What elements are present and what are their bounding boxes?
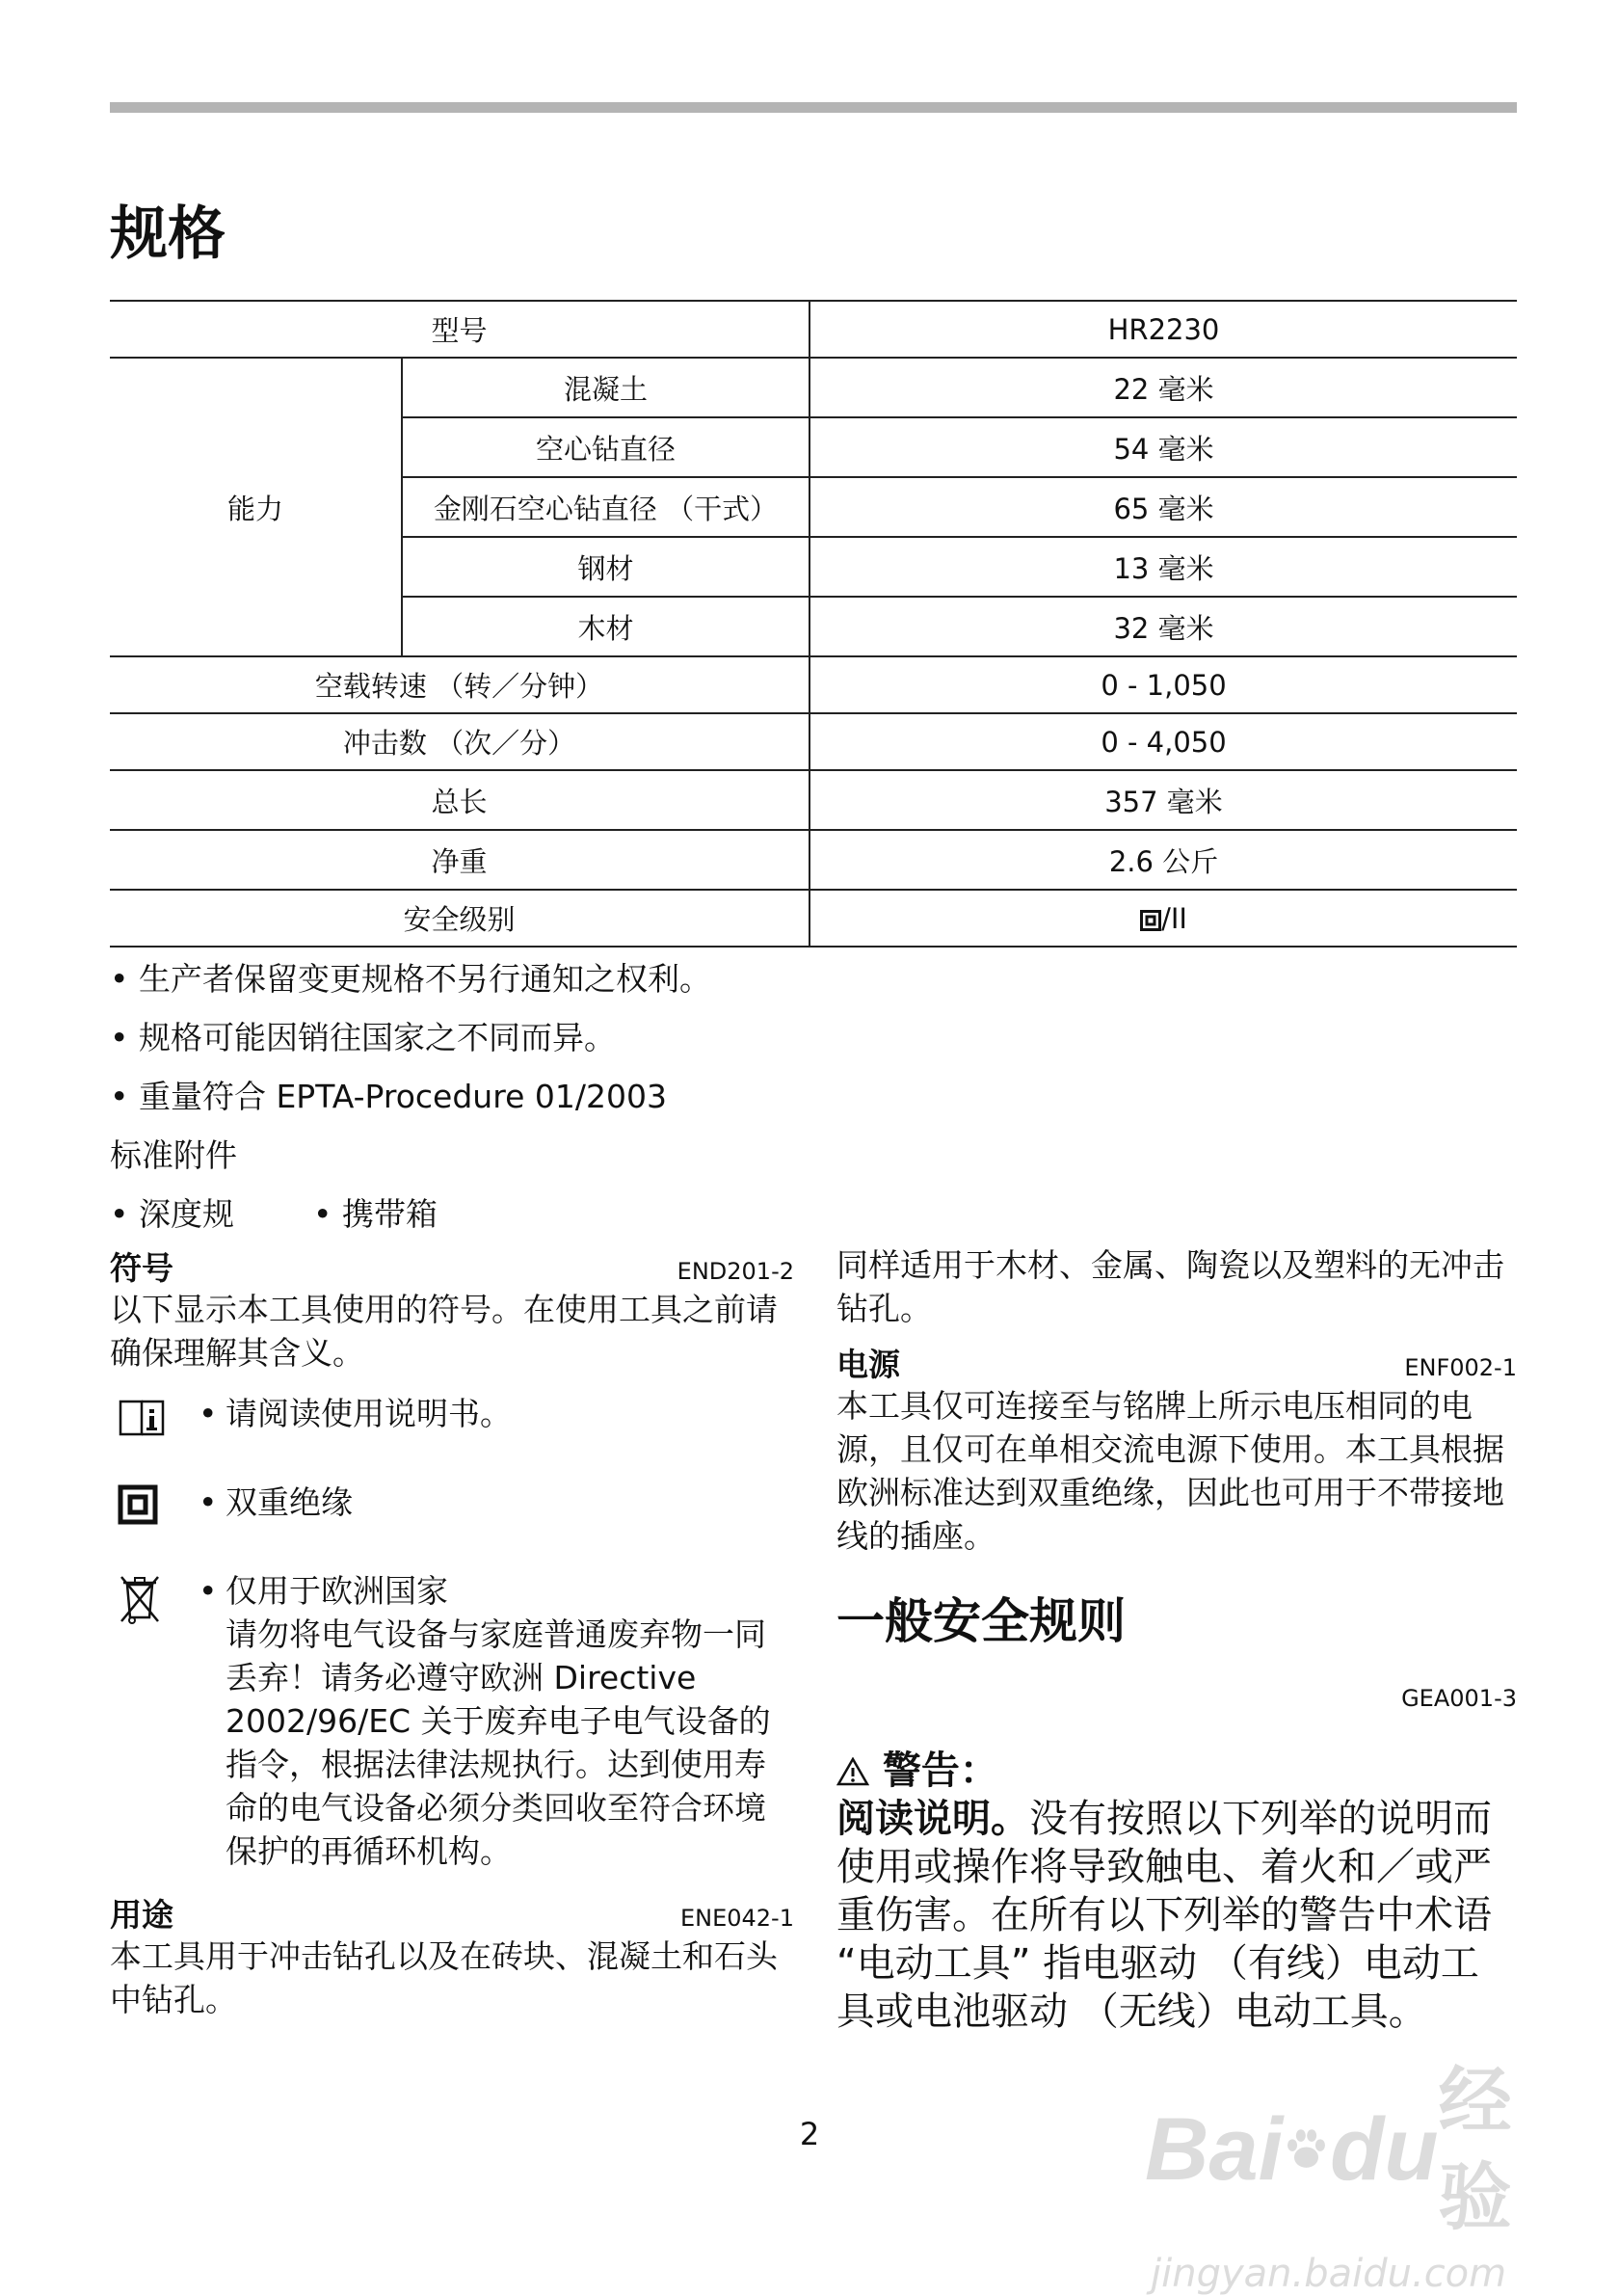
capacity-item-value: 22 毫米 [810,358,1517,417]
symbol-item: • 仅用于欧洲国家 请勿将电气设备与家庭普通废弃物一同丢弃！请务必遵守欧洲 Directive 2002/96/EC 关于废弃电子电气设备的指令，根据法律法规执行。达到使用寿命的电气设备必须分类回收至符合环境保护的再循环机构。 [110,1569,794,1873]
table-row [110,890,1517,947]
table-row [110,830,1517,890]
table-row [110,656,1517,713]
page-number: 2 [799,2116,820,2152]
double-insulation-icon [118,1484,158,1525]
capacity-label: 能力 [110,358,402,656]
list-item: • 深度规 [110,1195,234,1233]
spec-row-value: 0 - 4,050 [810,713,1517,770]
spec-row-label: 冲击数 （次／分） [110,713,810,770]
symbol-text: 仅用于欧洲国家 请勿将电气设备与家庭普通废弃物一同丢弃！请务必遵守欧洲 Directive 2002/96/EC 关于废弃电子电气设备的指令，根据法律法规执行。达到使用寿命的电气设备必须分类回收至符合环境保护的再循环机构。 [226,1572,771,1870]
warning-body: 没有按照以下列举的说明而使用或操作将导致触电、着火和／或严重伤害。在所有以下列举的警告中术语 “电动工具” 指电驱动 （有线）电动工具或电池驱动 （无线）电动工具。 [836,1797,1492,2034]
spec-row-value: 0 - 1,050 [810,656,1517,713]
spec-row-value: 2.6 公斤 [810,830,1517,890]
read-manual-icon [118,1396,166,1436]
spec-row-label: 空载转速 （转／分钟） [110,656,810,713]
symbols-intro: 以下显示本工具使用的符号。在使用工具之前请确保理解其含义。 [110,1291,778,1372]
general-safety-code: GEA001-3 [1401,1685,1517,1712]
spec-notes [110,949,842,1243]
capacity-item-label: 木材 [402,597,810,656]
symbol-item: • 请阅读使用说明书。 [110,1392,794,1436]
note-text: 规格可能因销往国家之不同而异。 [138,1019,616,1056]
capacity-item-label: 金刚石空心钻直径 （干式） [402,477,810,537]
watermark-url: jingyan.baidu.com [1151,2252,1507,2296]
list-item: • 生产者保留变更规格不另行通知之权利。 [110,960,711,998]
capacity-item-value: 65 毫米 [810,477,1517,537]
warning-block [836,1747,1517,2036]
watermark-brand-part: du [1330,2100,1439,2199]
right-column [836,1243,1517,2036]
spec-row-label: 总长 [110,770,810,830]
warning-triangle-icon [836,1757,869,1786]
capacity-item-label: 钢材 [402,537,810,597]
accessory-text: 深度规 [138,1195,234,1233]
table-row [110,713,1517,770]
warning-heading [836,1747,1517,1795]
capacity-item-label: 空心钻直径 [402,417,810,477]
symbols-code: END201-2 [677,1258,794,1285]
left-column [110,1243,794,2021]
spec-row-label: 净重 [110,830,810,890]
top-rule [110,102,1517,113]
model-value: HR2230 [810,301,1517,358]
usage-code: ENE042-1 [679,1905,794,1932]
usage-heading: 用途 [110,1896,173,1934]
spec-row-label: 安全级别 [110,890,810,947]
capacity-item-value: 13 毫米 [810,537,1517,597]
weee-crossed-bin-icon [118,1573,162,1627]
capacity-item-value: 32 毫米 [810,597,1517,656]
symbol-text: 双重绝缘 [226,1483,353,1521]
watermark [1145,2053,1530,2296]
list-item: • 重量符合 EPTA-Procedure 01/2003 [110,1078,667,1115]
usage-continued: 同样适用于木材、金属、陶瓷以及塑料的无冲击钻孔。 [836,1246,1504,1327]
watermark-brand-part: Bai [1145,2100,1284,2199]
safety-class-value [810,890,1517,947]
warning-label: 警告： [882,1749,998,1793]
table-row [110,770,1517,830]
double-insulation-icon [1140,910,1161,931]
model-label: 型号 [110,301,810,358]
accessories-heading: 标准附件 [110,1136,237,1174]
watermark-brand-part: 经验 [1438,2058,1512,2240]
warning-lead: 阅读说明。 [836,1797,1029,1841]
watermark-brand [1145,2053,1530,2246]
power-code: ENF002-1 [1404,1354,1517,1381]
page-title: 规格 [110,200,226,268]
list-item: • 规格可能因销往国家之不同而异。 [110,1019,616,1056]
accessory-text: 携带箱 [341,1195,438,1233]
section-header [110,1243,794,1288]
usage-text: 本工具用于冲击钻孔以及在砖块、混凝土和石头中钻孔。 [110,1937,778,2018]
note-text: 重量符合 EPTA-Procedure 01/2003 [138,1078,667,1115]
note-text: 生产者保留变更规格不另行通知之权利。 [138,960,711,998]
symbol-text: 请阅读使用说明书。 [226,1395,512,1432]
general-safety-title: 一般安全规则 [836,1593,1126,1649]
section-header [836,1340,1517,1384]
power-heading: 电源 [836,1346,900,1383]
safety-class-text: /II [1161,901,1187,935]
accessories-list [110,1185,842,1243]
spec-row-value: 357 毫米 [810,770,1517,830]
section-header [110,1890,794,1935]
table-row [110,301,1517,358]
list-item: • 携带箱 [312,1195,438,1233]
power-text: 本工具仅可连接至与铭牌上所示电压相同的电源，且仅可在单相交流电源下使用。本工具根据欧洲标准达到双重绝缘，因此也可用于不带接地线的插座。 [836,1387,1504,1555]
spec-table [110,300,1517,948]
capacity-item-label: 混凝土 [402,358,810,417]
paw-icon [1283,2112,1330,2187]
table-row [110,358,1517,417]
symbol-item: • 双重绝缘 [110,1481,794,1525]
capacity-item-value: 54 毫米 [810,417,1517,477]
symbols-heading: 符号 [110,1249,173,1287]
warning-text [836,1795,1517,2036]
